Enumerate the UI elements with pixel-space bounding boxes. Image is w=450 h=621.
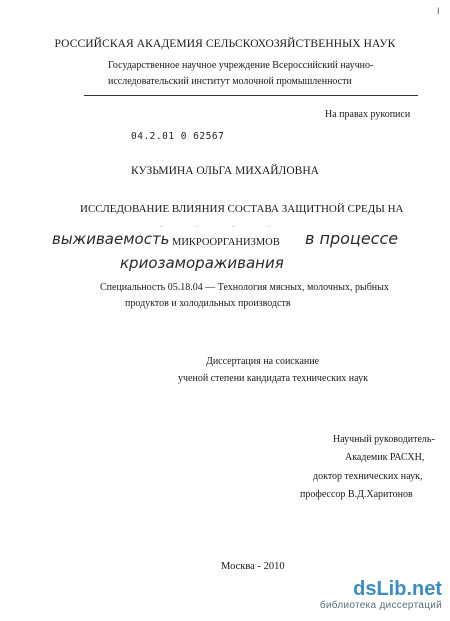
rights-note: На правах рукописи [325, 109, 411, 120]
city-year: Москва - 2010 [221, 561, 285, 572]
academy-name: РОССИЙСКАЯ АКАДЕМИЯ СЕЛЬСКОХОЗЯЙСТВЕННЫХ НАУК [54, 38, 396, 50]
faint-dots: . . . . [160, 220, 286, 229]
title-line-2: МИКРООРГАНИЗМОВ [172, 237, 280, 248]
supervisor-line-3: доктор технических наук, [313, 471, 423, 482]
dissertation-line-2: ученой степени кандидата технических наук [178, 373, 368, 384]
supervisor-line-2: Академик РАСХН, [345, 452, 425, 463]
header-divider [84, 95, 418, 96]
institution-line-2: исследовательский институт молочной промышленности [108, 76, 352, 87]
author-name: КУЗЬМИНА ОЛЬГА МИХАЙЛОВНА [131, 165, 319, 177]
institution-line-1: Государственное научное учреждение Всероссийский научно- [108, 60, 374, 71]
supervisor-line-4: профессор В.Д.Харитонов [300, 489, 413, 500]
specialty-line-2: продуктов и холодильных производств [125, 298, 291, 309]
handwritten-word-1: выживаемость [52, 230, 170, 248]
page-corner-mark: I [437, 6, 440, 16]
library-stamp-code: 04.2.01 0 62567 [131, 131, 225, 142]
specialty-line-1: Специальность 05.18.04 — Технология мясных, молочных, рыбных [100, 282, 389, 293]
handwritten-word-3: криозамораживания [120, 254, 284, 272]
handwritten-word-2: в процессе [305, 229, 399, 248]
title-line-1: ИССЛЕДОВАНИЕ ВЛИЯНИЯ СОСТАВА ЗАЩИТНОЙ СРЕДЫ НА [80, 203, 404, 215]
supervisor-line-1: Научный руководитель- [333, 434, 435, 445]
dslib-watermark[interactable] [320, 578, 442, 611]
dissertation-line-1: Диссертация на соискание [206, 356, 320, 367]
dslib-logo: dsLib.net [353, 578, 442, 600]
dslib-subtitle: библиотека диссертаций [319, 600, 442, 611]
